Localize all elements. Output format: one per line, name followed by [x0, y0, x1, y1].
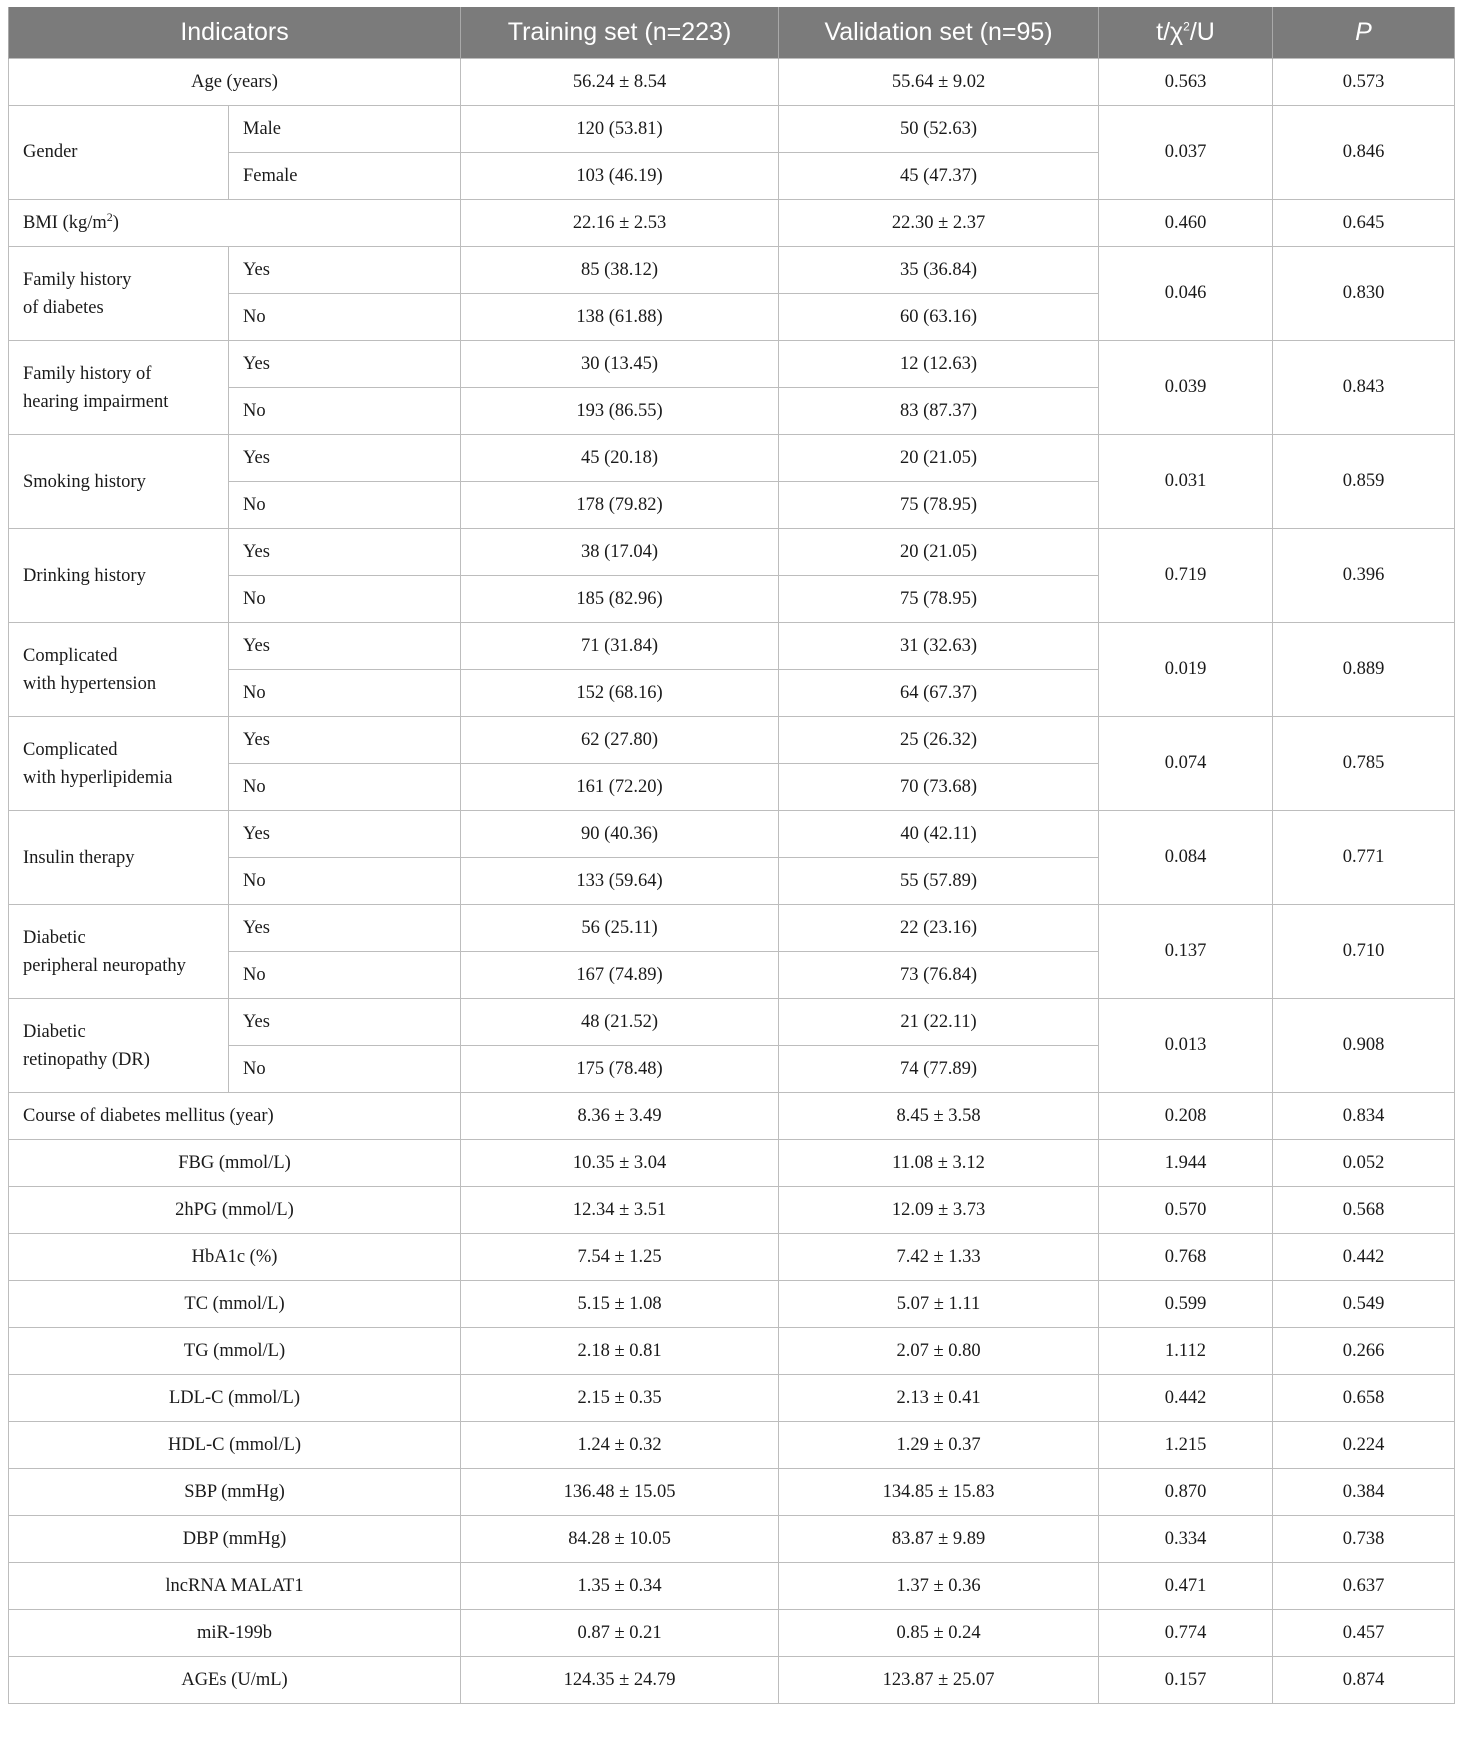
validation-value: 2.07 ± 0.80 — [779, 1328, 1099, 1375]
stat-value: 0.334 — [1099, 1516, 1273, 1563]
training-value: 45 (20.18) — [461, 435, 779, 482]
validation-value: 123.87 ± 25.07 — [779, 1657, 1099, 1704]
validation-value: 21 (22.11) — [779, 999, 1099, 1046]
row-label: TC (mmol/L) — [9, 1281, 461, 1328]
training-value: 193 (86.55) — [461, 388, 779, 435]
stat-value: 1.112 — [1099, 1328, 1273, 1375]
validation-value: 75 (78.95) — [779, 576, 1099, 623]
row-label: miR-199b — [9, 1610, 461, 1657]
row-label: DBP (mmHg) — [9, 1516, 461, 1563]
training-value: 136.48 ± 15.05 — [461, 1469, 779, 1516]
table-row — [9, 1140, 1455, 1187]
training-value: 2.15 ± 0.35 — [461, 1375, 779, 1422]
stat-value: 0.563 — [1099, 59, 1273, 106]
row-label-line2: with hypertension — [23, 673, 157, 694]
header-test-statistic — [1099, 7, 1273, 59]
row-label: lncRNA MALAT1 — [9, 1563, 461, 1610]
sub-label-yes: Yes — [229, 717, 461, 764]
validation-value: 12.09 ± 3.73 — [779, 1187, 1099, 1234]
row-label-line1: Diabetic — [23, 927, 86, 948]
sub-label-no: No — [229, 858, 461, 905]
header-stat-sup: 2 — [1183, 19, 1190, 34]
p-value: 0.834 — [1273, 1093, 1455, 1140]
stat-value: 0.719 — [1099, 529, 1273, 623]
header-stat-suffix: /U — [1189, 18, 1215, 46]
header-stat-prefix: t/χ — [1156, 18, 1184, 46]
validation-value: 20 (21.05) — [779, 529, 1099, 576]
table-row — [9, 1328, 1455, 1375]
table-row — [9, 1187, 1455, 1234]
p-value: 0.549 — [1273, 1281, 1455, 1328]
validation-value: 83 (87.37) — [779, 388, 1099, 435]
table-row — [9, 247, 1455, 294]
sub-label: Male — [229, 106, 461, 153]
table-row — [9, 1610, 1455, 1657]
stat-value: 0.442 — [1099, 1375, 1273, 1422]
header-training-set: Training set (n=223) — [461, 7, 779, 59]
training-value: 103 (46.19) — [461, 153, 779, 200]
row-label — [9, 200, 461, 247]
training-value: 10.35 ± 3.04 — [461, 1140, 779, 1187]
row-label-line1: Smoking history — [23, 471, 146, 492]
sub-label-yes: Yes — [229, 247, 461, 294]
training-value: 133 (59.64) — [461, 858, 779, 905]
training-value: 175 (78.48) — [461, 1046, 779, 1093]
training-value: 5.15 ± 1.08 — [461, 1281, 779, 1328]
validation-value: 20 (21.05) — [779, 435, 1099, 482]
sub-label-yes: Yes — [229, 529, 461, 576]
stat-value: 0.157 — [1099, 1657, 1273, 1704]
row-label: LDL-C (mmol/L) — [9, 1375, 461, 1422]
row-label: 2hPG (mmol/L) — [9, 1187, 461, 1234]
row-label-line1: Drinking history — [23, 565, 146, 586]
p-value: 0.908 — [1273, 999, 1455, 1093]
row-label: Gender — [9, 106, 229, 200]
sub-label-yes: Yes — [229, 811, 461, 858]
p-value: 0.645 — [1273, 200, 1455, 247]
sub-label-no: No — [229, 1046, 461, 1093]
training-value: 22.16 ± 2.53 — [461, 200, 779, 247]
p-value: 0.573 — [1273, 59, 1455, 106]
p-value: 0.843 — [1273, 341, 1455, 435]
row-label-line1: Family history of — [23, 363, 152, 384]
training-value: 62 (27.80) — [461, 717, 779, 764]
training-value: 167 (74.89) — [461, 952, 779, 999]
p-value: 0.785 — [1273, 717, 1455, 811]
table-row — [9, 999, 1455, 1046]
p-value: 0.442 — [1273, 1234, 1455, 1281]
training-value: 90 (40.36) — [461, 811, 779, 858]
validation-value: 2.13 ± 0.41 — [779, 1375, 1099, 1422]
p-value: 0.710 — [1273, 905, 1455, 999]
training-value: 138 (61.88) — [461, 294, 779, 341]
training-value: 56 (25.11) — [461, 905, 779, 952]
stat-value: 1.215 — [1099, 1422, 1273, 1469]
validation-value: 70 (73.68) — [779, 764, 1099, 811]
p-value: 0.830 — [1273, 247, 1455, 341]
table-row — [9, 200, 1455, 247]
stat-value: 0.870 — [1099, 1469, 1273, 1516]
training-value: 1.35 ± 0.34 — [461, 1563, 779, 1610]
row-label-line2: peripheral neuropathy — [23, 955, 186, 976]
row-label — [9, 529, 229, 623]
validation-value: 31 (32.63) — [779, 623, 1099, 670]
table-row — [9, 341, 1455, 388]
p-value: 0.457 — [1273, 1610, 1455, 1657]
row-label — [9, 999, 229, 1093]
sub-label-yes: Yes — [229, 623, 461, 670]
validation-value: 50 (52.63) — [779, 106, 1099, 153]
p-value: 0.658 — [1273, 1375, 1455, 1422]
validation-value: 22.30 ± 2.37 — [779, 200, 1099, 247]
validation-value: 25 (26.32) — [779, 717, 1099, 764]
table-row — [9, 905, 1455, 952]
sub-label-no: No — [229, 294, 461, 341]
stat-value: 0.460 — [1099, 200, 1273, 247]
sub-label-no: No — [229, 764, 461, 811]
row-label: TG (mmol/L) — [9, 1328, 461, 1375]
bmi-label-sup: 2 — [106, 209, 113, 224]
training-value: 30 (13.45) — [461, 341, 779, 388]
table-row — [9, 106, 1455, 153]
p-value: 0.771 — [1273, 811, 1455, 905]
training-value: 185 (82.96) — [461, 576, 779, 623]
sub-label-yes: Yes — [229, 999, 461, 1046]
stat-value: 0.768 — [1099, 1234, 1273, 1281]
validation-value: 40 (42.11) — [779, 811, 1099, 858]
row-label-line2: retinopathy (DR) — [23, 1049, 150, 1070]
table-header — [9, 7, 1455, 59]
p-value: 0.874 — [1273, 1657, 1455, 1704]
table-row — [9, 811, 1455, 858]
course-body — [9, 1093, 1455, 1140]
p-value: 0.859 — [1273, 435, 1455, 529]
validation-value: 5.07 ± 1.11 — [779, 1281, 1099, 1328]
training-value: 120 (53.81) — [461, 106, 779, 153]
row-label: FBG (mmol/L) — [9, 1140, 461, 1187]
training-value: 84.28 ± 10.05 — [461, 1516, 779, 1563]
sub-label-no: No — [229, 482, 461, 529]
stat-value: 0.046 — [1099, 247, 1273, 341]
validation-value: 11.08 ± 3.12 — [779, 1140, 1099, 1187]
table-row — [9, 1516, 1455, 1563]
row-label-line1: Diabetic — [23, 1021, 86, 1042]
validation-value: 35 (36.84) — [779, 247, 1099, 294]
training-value: 56.24 ± 8.54 — [461, 59, 779, 106]
validation-value: 60 (63.16) — [779, 294, 1099, 341]
row-label-line1: Family history — [23, 269, 132, 290]
table-row — [9, 1469, 1455, 1516]
row-label — [9, 811, 229, 905]
table-row — [9, 435, 1455, 482]
sub-label-no: No — [229, 670, 461, 717]
sub-label-no: No — [229, 576, 461, 623]
training-value: 1.24 ± 0.32 — [461, 1422, 779, 1469]
p-value: 0.224 — [1273, 1422, 1455, 1469]
bmi-label-suffix: ) — [112, 212, 119, 233]
bmi-label-prefix: BMI (kg/m — [23, 212, 107, 233]
sub-label: Female — [229, 153, 461, 200]
header-row — [9, 7, 1455, 59]
row-label: Age (years) — [9, 59, 461, 106]
row-label — [9, 341, 229, 435]
validation-value: 73 (76.84) — [779, 952, 1099, 999]
training-value: 71 (31.84) — [461, 623, 779, 670]
row-label — [9, 717, 229, 811]
row-label — [9, 623, 229, 717]
validation-value: 74 (77.89) — [779, 1046, 1099, 1093]
header-p-value: P — [1273, 7, 1455, 59]
row-label-line1: Insulin therapy — [23, 847, 135, 868]
training-value: 124.35 ± 24.79 — [461, 1657, 779, 1704]
validation-value: 8.45 ± 3.58 — [779, 1093, 1099, 1140]
row-label-line2: of diabetes — [23, 297, 104, 318]
stat-value: 0.137 — [1099, 905, 1273, 999]
row-label-line1: Complicated — [23, 645, 118, 666]
row-label — [9, 247, 229, 341]
header-indicators: Indicators — [9, 7, 461, 59]
validation-value: 134.85 ± 15.83 — [779, 1469, 1099, 1516]
validation-value: 64 (67.37) — [779, 670, 1099, 717]
training-value: 152 (68.16) — [461, 670, 779, 717]
table-row — [9, 1422, 1455, 1469]
training-value: 8.36 ± 3.49 — [461, 1093, 779, 1140]
p-value: 0.637 — [1273, 1563, 1455, 1610]
training-value: 161 (72.20) — [461, 764, 779, 811]
training-value: 85 (38.12) — [461, 247, 779, 294]
table-row — [9, 1563, 1455, 1610]
validation-value: 22 (23.16) — [779, 905, 1099, 952]
row-label: Course of diabetes mellitus (year) — [9, 1093, 461, 1140]
stat-value: 0.570 — [1099, 1187, 1273, 1234]
table-row — [9, 59, 1455, 106]
p-value: 0.396 — [1273, 529, 1455, 623]
training-value: 12.34 ± 3.51 — [461, 1187, 779, 1234]
header-validation-set: Validation set (n=95) — [779, 7, 1099, 59]
p-value: 0.568 — [1273, 1187, 1455, 1234]
p-value: 0.889 — [1273, 623, 1455, 717]
row-label: HbA1c (%) — [9, 1234, 461, 1281]
row-label — [9, 435, 229, 529]
stat-value: 0.208 — [1099, 1093, 1273, 1140]
validation-value: 45 (47.37) — [779, 153, 1099, 200]
stat-value: 0.019 — [1099, 623, 1273, 717]
table-body — [9, 59, 1455, 247]
row-label-line2: with hyperlipidemia — [23, 767, 173, 788]
row-label-line1: Complicated — [23, 739, 118, 760]
stat-value: 0.774 — [1099, 1610, 1273, 1657]
row-label: HDL-C (mmol/L) — [9, 1422, 461, 1469]
sub-label-no: No — [229, 388, 461, 435]
training-value: 178 (79.82) — [461, 482, 779, 529]
sub-label-yes: Yes — [229, 905, 461, 952]
table-row — [9, 1375, 1455, 1422]
p-value: 0.846 — [1273, 106, 1455, 200]
row-label — [9, 905, 229, 999]
table-row — [9, 1657, 1455, 1704]
table-row — [9, 1234, 1455, 1281]
training-value: 38 (17.04) — [461, 529, 779, 576]
validation-value: 1.37 ± 0.36 — [779, 1563, 1099, 1610]
p-value: 0.738 — [1273, 1516, 1455, 1563]
stat-value: 0.084 — [1099, 811, 1273, 905]
stat-value: 0.599 — [1099, 1281, 1273, 1328]
stat-value: 0.039 — [1099, 341, 1273, 435]
table-row — [9, 529, 1455, 576]
validation-value: 7.42 ± 1.33 — [779, 1234, 1099, 1281]
baseline-characteristics-table — [8, 7, 1455, 1704]
validation-value: 83.87 ± 9.89 — [779, 1516, 1099, 1563]
table-row — [9, 717, 1455, 764]
sub-label-yes: Yes — [229, 341, 461, 388]
table-row — [9, 1281, 1455, 1328]
training-value: 2.18 ± 0.81 — [461, 1328, 779, 1375]
row-label: SBP (mmHg) — [9, 1469, 461, 1516]
row-label: AGEs (U/mL) — [9, 1657, 461, 1704]
p-value: 0.384 — [1273, 1469, 1455, 1516]
grouped-rows — [9, 247, 1455, 1093]
p-value: 0.266 — [1273, 1328, 1455, 1375]
table-row — [9, 1093, 1455, 1140]
table-row — [9, 623, 1455, 670]
stat-value: 0.013 — [1099, 999, 1273, 1093]
stat-value: 0.031 — [1099, 435, 1273, 529]
sub-label-no: No — [229, 952, 461, 999]
row-label-line2: hearing impairment — [23, 391, 169, 412]
training-value: 0.87 ± 0.21 — [461, 1610, 779, 1657]
stat-value: 1.944 — [1099, 1140, 1273, 1187]
stat-value: 0.074 — [1099, 717, 1273, 811]
stat-value: 0.471 — [1099, 1563, 1273, 1610]
validation-value: 75 (78.95) — [779, 482, 1099, 529]
stat-value: 0.037 — [1099, 106, 1273, 200]
sub-label-yes: Yes — [229, 435, 461, 482]
validation-value: 55.64 ± 9.02 — [779, 59, 1099, 106]
training-value: 48 (21.52) — [461, 999, 779, 1046]
validation-value: 12 (12.63) — [779, 341, 1099, 388]
lab-values-rows — [9, 1140, 1455, 1704]
validation-value: 55 (57.89) — [779, 858, 1099, 905]
table-container — [8, 7, 1454, 1704]
validation-value: 1.29 ± 0.37 — [779, 1422, 1099, 1469]
p-value: 0.052 — [1273, 1140, 1455, 1187]
training-value: 7.54 ± 1.25 — [461, 1234, 779, 1281]
validation-value: 0.85 ± 0.24 — [779, 1610, 1099, 1657]
